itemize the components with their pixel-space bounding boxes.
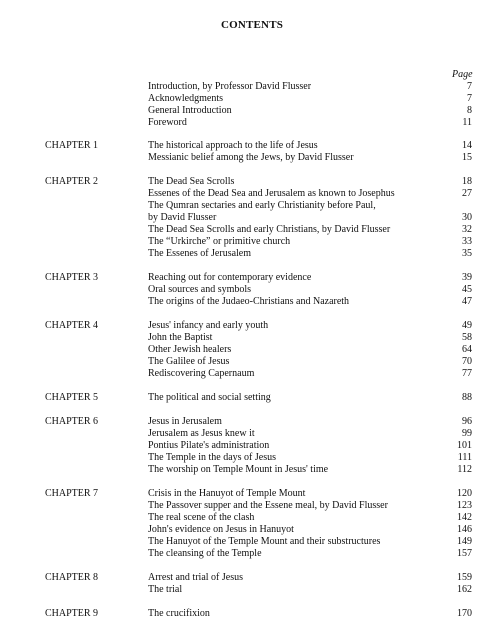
toc-entry-page: 35 — [462, 248, 472, 259]
toc-entry-title: General Introduction — [148, 105, 232, 116]
toc-entry — [0, 332, 504, 344]
toc-entry — [0, 524, 504, 536]
toc-entry-page: 77 — [462, 368, 472, 379]
toc-entry — [0, 284, 504, 296]
toc-entry-title: Oral sources and symbols — [148, 284, 252, 295]
toc-entry — [0, 176, 504, 188]
toc-entry — [0, 416, 504, 428]
toc-entry-page: 33 — [462, 236, 472, 247]
toc-entry — [0, 81, 504, 93]
chapter-label: CHAPTER 9 — [45, 608, 99, 619]
toc-entry — [0, 117, 504, 129]
toc-entry-title: Reaching out for contemporary evidence — [148, 272, 312, 283]
toc-entry — [0, 152, 504, 164]
toc-entry — [0, 548, 504, 560]
toc-entry — [0, 356, 504, 368]
toc-entry-page: 58 — [462, 332, 472, 343]
toc-entry — [0, 452, 504, 464]
chapter-block — [0, 392, 504, 404]
toc-entry-title: The Passover supper and the Essene meal, by David Flusser — [148, 500, 388, 511]
toc-entry-page: 149 — [457, 536, 472, 547]
toc-entry-page: 111 — [457, 452, 472, 463]
toc-entry-page: 27 — [462, 188, 472, 199]
toc-entry — [0, 200, 504, 224]
toc-entry — [0, 188, 504, 200]
toc-entry-title: The Dead Sea Scrolls — [148, 176, 235, 187]
toc-entry-title: The trial — [148, 584, 183, 595]
toc-entry-title: The origins of the Judaeo-Christians and Nazareth — [148, 296, 350, 307]
toc-entry — [0, 464, 504, 476]
toc-entry-title: The cleansing of the Temple — [148, 548, 262, 559]
toc-entry-title: The Temple in the days of Jesus — [148, 452, 276, 463]
chapter-block — [0, 572, 504, 596]
toc-entry-page: 170 — [457, 608, 472, 619]
toc-entry-title: Jesus in Jerusalem — [148, 416, 222, 427]
toc-entry-page: 49 — [462, 320, 472, 331]
toc-entry-title: The historical approach to the life of Jesus — [148, 140, 318, 151]
toc-entry-title: The Galilee of Jesus — [148, 356, 230, 367]
toc-entry-title: Essenes of the Dead Sea and Jerusalem as known to Josephus — [148, 188, 395, 199]
toc-entry-title: Arrest and trial of Jesus — [148, 572, 243, 583]
toc-entry — [0, 512, 504, 524]
toc-entry-page: 101 — [457, 440, 472, 451]
toc-entry-page: 159 — [457, 572, 472, 583]
toc-entry-title: Other Jewish healers — [148, 344, 232, 355]
toc-entry-title: Acknowledgments — [148, 93, 223, 104]
toc-entry — [0, 248, 504, 260]
toc-entry — [0, 572, 504, 584]
toc-entry — [0, 236, 504, 248]
toc-entry-title: John's evidence on Jesus in Hanuyot — [148, 524, 294, 535]
chapter-label: CHAPTER 3 — [45, 272, 99, 283]
toc-entry-page: 162 — [457, 584, 472, 595]
chapter-label: CHAPTER 4 — [45, 320, 99, 331]
toc-entry — [0, 344, 504, 356]
toc-entry — [0, 140, 504, 152]
toc-entry-page: 47 — [462, 296, 472, 307]
toc-entry — [0, 368, 504, 380]
toc-entry-title: The real scene of the clash — [148, 512, 255, 523]
toc-entry-page: 18 — [462, 176, 472, 187]
toc-entry — [0, 488, 504, 500]
chapter-block — [0, 176, 504, 260]
chapter-block — [0, 320, 504, 380]
toc-entry — [0, 584, 504, 596]
chapter-block — [0, 140, 504, 164]
toc-entry-title: The worship on Temple Mount in Jesus' time — [148, 464, 329, 475]
toc-entry-title: The Qumran sectaries and early Christianity before Paul, by David Flusser — [148, 200, 376, 223]
toc-entry-page: 14 — [462, 140, 472, 151]
toc-entry — [0, 500, 504, 512]
toc-entry-title: The Hanuyot of the Temple Mount and their substructures — [148, 536, 381, 547]
toc-entry-title: The political and social setting — [148, 392, 271, 403]
toc-entry-title: Introduction, by Professor David Flusser — [148, 81, 312, 92]
toc-entry — [0, 428, 504, 440]
chapter-block — [0, 608, 504, 620]
chapter-block — [0, 488, 504, 560]
toc-entry — [0, 440, 504, 452]
toc-entry-page: 120 — [457, 488, 472, 499]
chapters-section — [0, 140, 504, 632]
toc-entry-page: 99 — [462, 428, 472, 439]
chapter-block — [0, 272, 504, 308]
toc-entry-page: 7 — [467, 81, 472, 92]
chapter-label: CHAPTER 8 — [45, 572, 99, 583]
toc-entry-title: Crisis in the Hanuyot of Temple Mount — [148, 488, 306, 499]
toc-entry-title: Messianic belief among the Jews, by David Flusser — [148, 152, 354, 163]
toc-entry-title: Jerusalem as Jesus knew it — [148, 428, 255, 439]
toc-entry — [0, 392, 504, 404]
toc-entry — [0, 320, 504, 332]
toc-entry-page: 70 — [462, 356, 472, 367]
toc-entry-page: 15 — [462, 152, 472, 163]
toc-entry-page: 45 — [462, 284, 472, 295]
chapter-label: CHAPTER 7 — [45, 488, 99, 499]
toc-entry-title: The “Urkirche” or primitive church — [148, 236, 291, 247]
toc-entry-title: Jesus' infancy and early youth — [148, 320, 269, 331]
toc-entry-title: Foreword — [148, 117, 187, 128]
toc-entry-page: 7 — [467, 93, 472, 104]
toc-entry-page: 157 — [457, 548, 472, 559]
toc-entry — [0, 608, 504, 620]
chapter-label: CHAPTER 5 — [45, 392, 99, 403]
toc-entry-title: The crucifixion — [148, 608, 210, 619]
toc-entry-title: John the Baptist — [148, 332, 213, 343]
toc-entry — [0, 93, 504, 105]
chapter-label: CHAPTER 2 — [45, 176, 99, 187]
toc-entry — [0, 224, 504, 236]
toc-entry-page: 64 — [462, 344, 472, 355]
toc-entry-page: 123 — [457, 500, 472, 511]
chapter-block — [0, 416, 504, 476]
toc-entry — [0, 536, 504, 548]
toc-entry-page: 88 — [462, 392, 472, 403]
page-title: CONTENTS — [220, 19, 284, 31]
toc-entry — [0, 272, 504, 284]
chapter-label: CHAPTER 6 — [45, 416, 99, 427]
toc-entry-page: 30 — [462, 212, 472, 223]
intro-section — [0, 81, 504, 129]
toc-entry-page: 32 — [462, 224, 472, 235]
page-column-header: Page — [452, 69, 473, 80]
toc-entry-title: The Dead Sea Scrolls and early Christians, by David Flusser — [148, 224, 391, 235]
toc-entry-page: 11 — [462, 117, 472, 128]
toc-entry-page: 96 — [462, 416, 472, 427]
toc-entry — [0, 105, 504, 117]
toc-entry-page: 8 — [467, 105, 472, 116]
toc-entry-title: The Essenes of Jerusalem — [148, 248, 252, 259]
toc-entry-page: 112 — [457, 464, 472, 475]
toc-entry-page: 142 — [457, 512, 472, 523]
toc-entry-title: Rediscovering Capernaum — [148, 368, 255, 379]
toc-entry-title: Pontius Pilate's administration — [148, 440, 270, 451]
toc-entry-page: 39 — [462, 272, 472, 283]
chapter-label: CHAPTER 1 — [45, 140, 99, 151]
toc-entry-page: 146 — [457, 524, 472, 535]
toc-entry — [0, 296, 504, 308]
